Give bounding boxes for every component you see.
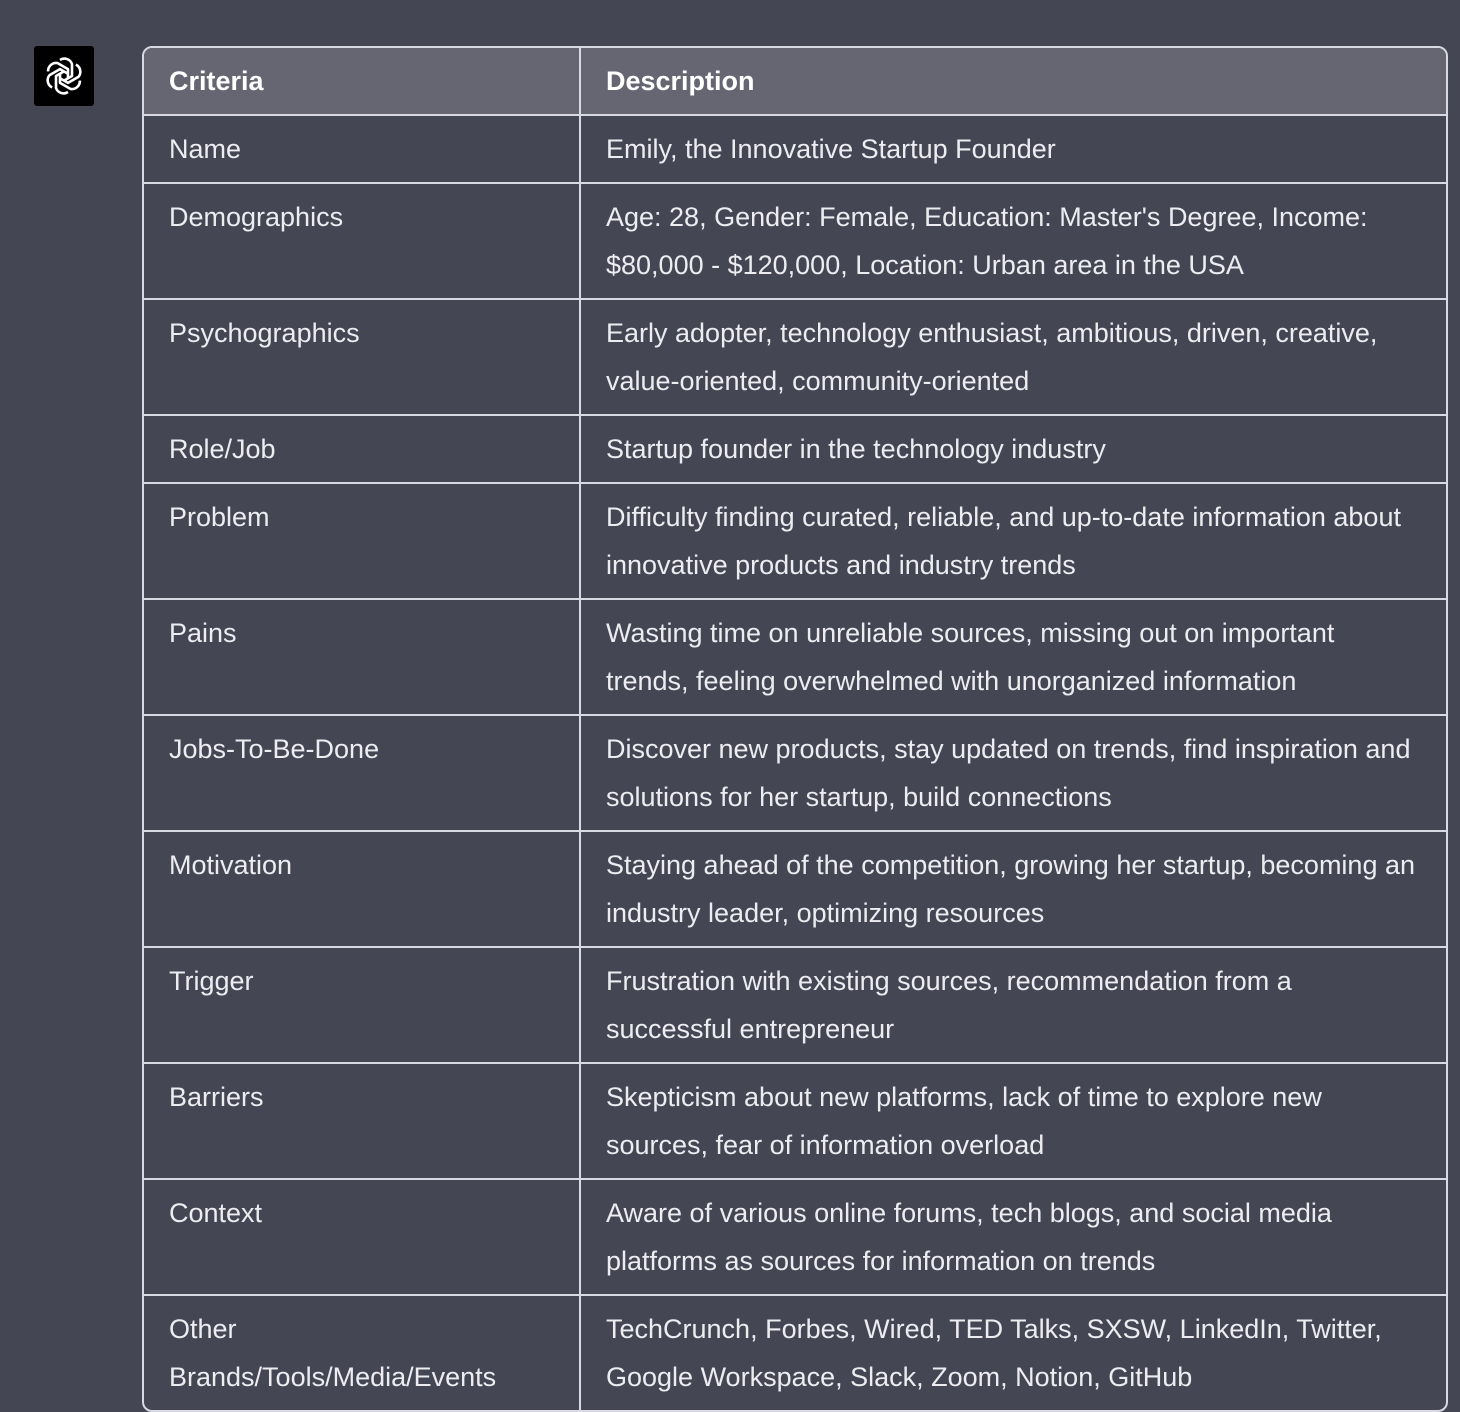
- column-header-description: Description: [580, 48, 1446, 115]
- criteria-cell: Name: [144, 115, 580, 183]
- table-row: [144, 715, 1446, 831]
- description-cell: Difficulty finding curated, reliable, and up-to-date information about innovative products and industry trends: [580, 483, 1446, 599]
- criteria-cell: Other Brands/Tools/Media/Events: [144, 1295, 580, 1410]
- table-row: [144, 483, 1446, 599]
- openai-logo-icon: [42, 54, 86, 98]
- description-cell: Age: 28, Gender: Female, Education: Master's Degree, Income: $80,000 - $120,000, Location: Urban area in the USA: [580, 183, 1446, 299]
- description-cell: TechCrunch, Forbes, Wired, TED Talks, SXSW, LinkedIn, Twitter, Google Workspace, Slack, Zoom, Notion, GitHub: [606, 1314, 1382, 1392]
- persona-table: [144, 48, 1446, 1410]
- description-cell: Startup founder in the technology industry: [580, 415, 1446, 483]
- assistant-avatar: [34, 46, 94, 106]
- column-header-criteria: Criteria: [144, 48, 580, 115]
- criteria-cell: Role/Job: [144, 415, 580, 483]
- table-header-row: [144, 48, 1446, 115]
- description-cell: Discover new products, stay updated on trends, find inspiration and solutions for her startup, build connections: [580, 715, 1446, 831]
- table-row: [144, 599, 1446, 715]
- criteria-cell: Trigger: [144, 947, 580, 1063]
- criteria-cell: Pains: [144, 599, 580, 715]
- table-row: [144, 115, 1446, 183]
- table-row: [144, 1179, 1446, 1295]
- description-cell: Emily, the Innovative Startup Founder: [580, 115, 1446, 183]
- description-cell: Wasting time on unreliable sources, missing out on important trends, feeling overwhelmed with unorganized information: [580, 599, 1446, 715]
- criteria-cell: Barriers: [144, 1063, 580, 1179]
- table-row: [144, 1063, 1446, 1179]
- criteria-cell: Problem: [144, 483, 580, 599]
- description-cell: Staying ahead of the competition, growing her startup, becoming an industry leader, optimizing resources: [580, 831, 1446, 947]
- description-cell: Early adopter, technology enthusiast, ambitious, driven, creative, value-oriented, community-oriented: [580, 299, 1446, 415]
- persona-table-container: [142, 46, 1448, 1412]
- description-cell: Skepticism about new platforms, lack of time to explore new sources, fear of information overload: [580, 1063, 1446, 1179]
- table-row: [144, 831, 1446, 947]
- table-row: [144, 415, 1446, 483]
- criteria-cell: Context: [144, 1179, 580, 1295]
- description-cell: Frustration with existing sources, recommendation from a successful entrepreneur: [580, 947, 1446, 1063]
- description-cell: Aware of various online forums, tech blogs, and social media platforms as sources for information on trends: [580, 1179, 1446, 1295]
- table-row: [144, 1295, 1446, 1410]
- table-row: [144, 947, 1446, 1063]
- criteria-cell: Psychographics: [144, 299, 580, 415]
- table-row: [144, 183, 1446, 299]
- criteria-cell: Jobs-To-Be-Done: [144, 715, 580, 831]
- criteria-cell: Demographics: [144, 183, 580, 299]
- criteria-cell: Motivation: [144, 831, 580, 947]
- table-row: [144, 299, 1446, 415]
